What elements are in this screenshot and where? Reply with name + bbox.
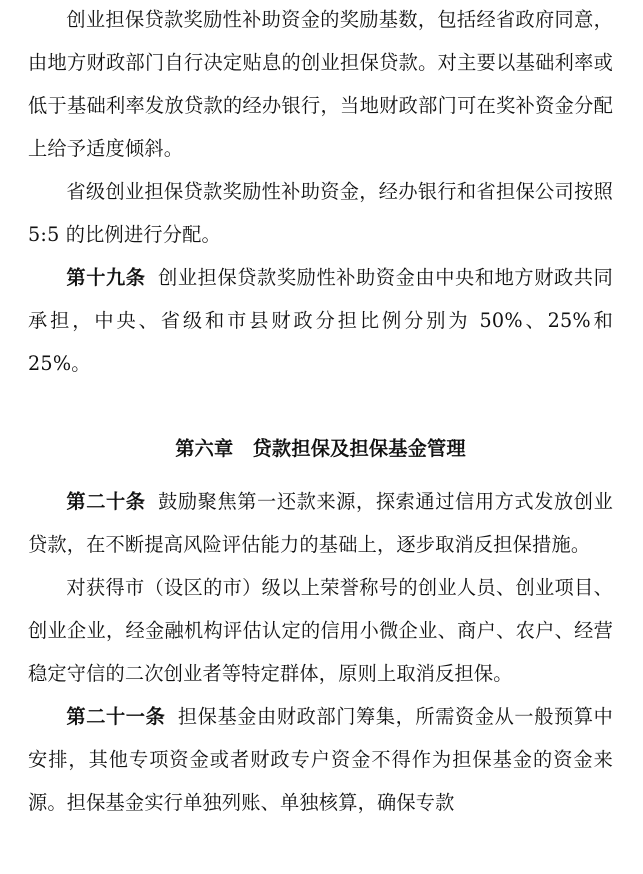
article-number: 第二十一条 [66,705,166,728]
article-number: 第十九条 [66,266,146,289]
paragraph-honor-groups [28,566,613,695]
paragraph-article-21 [28,695,613,824]
paragraph-text: 鼓励聚焦第一还款来源，探索通过信用方式发放创业贷款，在不断提高风险评估能力的基础上，逐步取消反担保措施。 [28,490,613,556]
chapter-name: 贷款担保及担保基金管理 [252,437,466,460]
chapter-number: 第六章 [175,437,234,460]
paragraph-text: 创业担保贷款奖励性补助资金的奖励基数，包括经省政府同意，由地方财政部门自行决定贴息的创业担保贷款。对主要以基础利率或低于基础利率发放贷款的经办银行，当地财政部门可在奖补资金分配上给予适度倾斜。 [28,8,613,160]
paragraph-article-19 [28,256,613,385]
article-number: 第二十条 [66,490,146,513]
paragraph-text: 创业担保贷款奖励性补助资金由中央和地方财政共同承担，中央、省级和市县财政分担比例分别为 50%、25%和 25%。 [28,266,613,375]
paragraph-provincial-allocation [28,170,613,256]
paragraph-article-20 [28,480,613,566]
paragraph-text: 省级创业担保贷款奖励性补助资金，经办银行和省担保公司按照 5:5 的比例进行分配。 [28,180,613,246]
chapter-heading [28,427,613,470]
paragraph-reward-base [28,0,613,170]
paragraph-text: 对获得市（设区的市）级以上荣誉称号的创业人员、创业项目、创业企业，经金融机构评估认定的信用小微企业、商户、农户、经营稳定守信的二次创业者等特定群体，原则上取消反担保。 [28,576,613,685]
document-body [28,0,613,824]
paragraph-text: 担保基金由财政部门筹集，所需资金从一般预算中安排，其他专项资金或者财政专户资金不得作为担保基金的资金来源。担保基金实行单独列账、单独核算，确保专款 [28,705,614,814]
